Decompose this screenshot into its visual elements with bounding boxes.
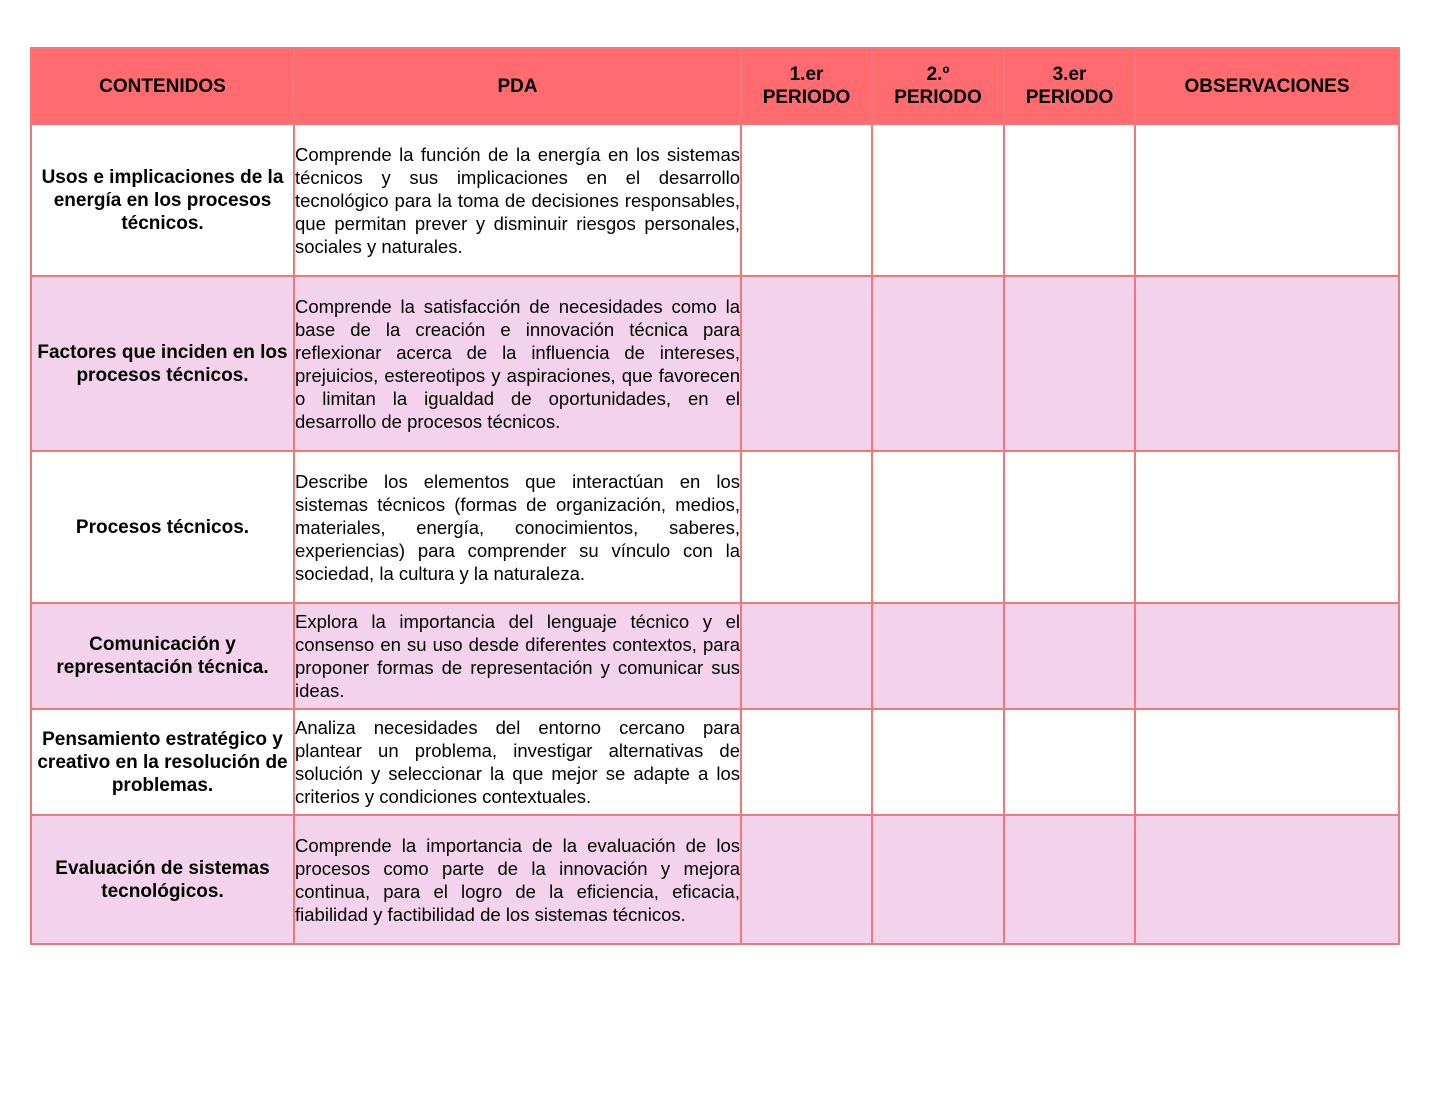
table-row <box>31 124 1399 276</box>
observaciones-cell[interactable] <box>1135 709 1399 815</box>
table-row <box>31 276 1399 451</box>
periodo-2-cell[interactable] <box>872 709 1004 815</box>
periodo-3-cell[interactable] <box>1004 124 1135 276</box>
header-periodo-2: 2.º PERIODO <box>872 48 1004 124</box>
table-row <box>31 709 1399 815</box>
pda-cell: Describe los elementos que interactúan en los sistemas técnicos (formas de organización, medios, materiales, energía, conocimientos, saberes, experiencias) para comprender su vínculo con la sociedad, la cultura y la naturaleza. <box>294 451 741 603</box>
pda-cell: Explora la importancia del lenguaje técnico y el consenso en su uso desde diferentes contextos, para proponer formas de representación y comunicar sus ideas. <box>294 603 741 709</box>
periodo-2-cell[interactable] <box>872 451 1004 603</box>
periodo-2-cell[interactable] <box>872 815 1004 944</box>
periodo-2-cell[interactable] <box>872 276 1004 451</box>
periodo-3-cell[interactable] <box>1004 603 1135 709</box>
contenido-cell: Usos e implicaciones de la energía en los procesos técnicos. <box>31 124 294 276</box>
periodo-1-cell[interactable] <box>741 815 872 944</box>
pda-cell: Comprende la función de la energía en los sistemas técnicos y sus implicaciones en el desarrollo tecnológico para la toma de decisiones responsables, que permitan prever y disminuir riesgos personales, sociales y naturales. <box>294 124 741 276</box>
periodo-3-cell[interactable] <box>1004 815 1135 944</box>
contenido-cell: Pensamiento estratégico y creativo en la resolución de problemas. <box>31 709 294 815</box>
observaciones-cell[interactable] <box>1135 603 1399 709</box>
periodo-1-cell[interactable] <box>741 603 872 709</box>
periodo-1-cell[interactable] <box>741 124 872 276</box>
header-periodo-1: 1.er PERIODO <box>741 48 872 124</box>
contenido-cell: Evaluación de sistemas tecnológicos. <box>31 815 294 944</box>
observaciones-cell[interactable] <box>1135 815 1399 944</box>
periodo-3-cell[interactable] <box>1004 451 1135 603</box>
pda-cell: Comprende la importancia de la evaluación de los procesos como parte de la innovación y mejora continua, para el logro de la eficiencia, eficacia, fiabilidad y factibilidad de los sistemas técnicos. <box>294 815 741 944</box>
periodo-2-cell[interactable] <box>872 603 1004 709</box>
observaciones-cell[interactable] <box>1135 276 1399 451</box>
pda-cell: Analiza necesidades del entorno cercano para plantear un problema, investigar alternativas de solución y seleccionar la que mejor se adapte a los criterios y condiciones contextuales. <box>294 709 741 815</box>
observaciones-cell[interactable] <box>1135 451 1399 603</box>
contenido-cell: Factores que inciden en los procesos técnicos. <box>31 276 294 451</box>
periodo-3-cell[interactable] <box>1004 709 1135 815</box>
header-observaciones: OBSERVACIONES <box>1135 48 1399 124</box>
pda-cell: Comprende la satisfacción de necesidades como la base de la creación e innovación técnica para reflexionar acerca de la influencia de intereses, prejuicios, estereotipos y aspiraciones, que favorecen o limitan la igualdad de oportunidades, en el desarrollo de procesos técnicos. <box>294 276 741 451</box>
periodo-2-cell[interactable] <box>872 124 1004 276</box>
table-row <box>31 603 1399 709</box>
header-periodo-3: 3.er PERIODO <box>1004 48 1135 124</box>
header-contenidos: CONTENIDOS <box>31 48 294 124</box>
header-row <box>31 48 1399 124</box>
planning-table <box>30 47 1400 945</box>
header-pda: PDA <box>294 48 741 124</box>
contenido-cell: Procesos técnicos. <box>31 451 294 603</box>
contenido-cell: Comunicación y representación técnica. <box>31 603 294 709</box>
periodo-1-cell[interactable] <box>741 451 872 603</box>
periodo-1-cell[interactable] <box>741 276 872 451</box>
table-row <box>31 815 1399 944</box>
observaciones-cell[interactable] <box>1135 124 1399 276</box>
table-row <box>31 451 1399 603</box>
periodo-3-cell[interactable] <box>1004 276 1135 451</box>
periodo-1-cell[interactable] <box>741 709 872 815</box>
